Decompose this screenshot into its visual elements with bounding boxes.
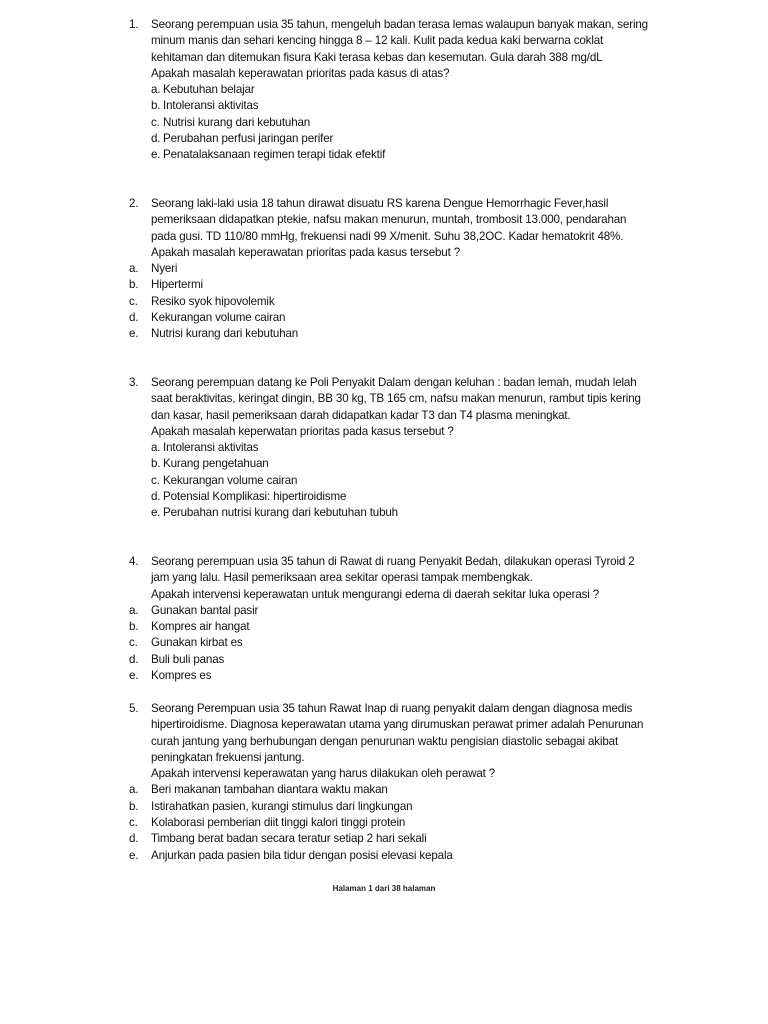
option-text: Kebutuhan belajar bbox=[163, 83, 255, 97]
answer-option-e bbox=[129, 505, 649, 521]
option-letter: b. bbox=[129, 799, 139, 813]
option-letter: d. bbox=[151, 490, 161, 504]
option-letter: d. bbox=[129, 832, 139, 846]
option-text: Kompres air hangat bbox=[151, 620, 250, 634]
question-number: 2. bbox=[129, 197, 139, 210]
answer-option-d bbox=[129, 310, 649, 326]
option-text: Resiko syok hipovolemik bbox=[151, 294, 275, 308]
question-text: Seorang perempuan datang ke Poli Penyakit Dalam dengan keluhan : badan lemah, mudah lelah saat beraktivitas, keringat dingin, BB 30 kg, TB 165 cm, nafsu makan menurun, rambut tipis kering dan kasar, hasil pemeriksaan darah didapatkan kadar T3 dan T4 plasma meningkat. bbox=[151, 376, 641, 422]
option-letter: a. bbox=[129, 603, 139, 617]
option-text: Kolaborasi pemberian diit tinggi kalori tinggi protein bbox=[151, 816, 406, 830]
answer-option-a bbox=[129, 82, 649, 98]
option-text: Nutrisi kurang dari kebutuhan bbox=[163, 115, 311, 129]
answer-options bbox=[129, 261, 649, 342]
option-text: Kekurangan volume cairan bbox=[163, 473, 298, 487]
answer-option-c bbox=[129, 635, 649, 651]
question-2 bbox=[129, 196, 649, 343]
question-5 bbox=[129, 701, 649, 864]
question-prompt: Apakah intervensi keperawatan untuk mengurangi edema di daerah sekitar luka operasi ? bbox=[151, 587, 600, 601]
answer-option-d bbox=[129, 652, 649, 668]
answer-option-d bbox=[129, 831, 649, 847]
question-prompt: Apakah intervensi keperawatan yang harus dilakukan oleh perawat ? bbox=[151, 767, 496, 781]
question-number: 5. bbox=[129, 702, 139, 715]
option-text: Perubahan nutrisi kurang dari kebutuhan tubuh bbox=[163, 506, 398, 520]
answer-option-e bbox=[129, 668, 649, 684]
option-text: Potensial Komplikasi: hipertiroidisme bbox=[163, 490, 347, 504]
question-stem bbox=[129, 196, 649, 245]
option-text: Gunakan kirbat es bbox=[151, 636, 243, 650]
option-letter: e. bbox=[151, 506, 161, 520]
question-prompt: Apakah masalah keperawatan prioritas pada kasus tersebut ? bbox=[151, 245, 461, 259]
option-letter: c. bbox=[151, 473, 160, 487]
answer-option-a bbox=[129, 782, 649, 798]
option-text: Kekurangan volume cairan bbox=[151, 311, 286, 325]
option-text: Timbang berat badan secara teratur setiap 2 hari sekali bbox=[151, 832, 427, 846]
option-text: Kurang pengetahuan bbox=[163, 457, 269, 471]
option-letter: d. bbox=[129, 652, 139, 666]
question-number: 1. bbox=[129, 18, 139, 31]
option-text: Intoleransi aktivitas bbox=[163, 99, 259, 113]
option-text: Intoleransi aktivitas bbox=[163, 441, 259, 455]
answer-option-b bbox=[129, 619, 649, 635]
option-text: Gunakan bantal pasir bbox=[151, 603, 259, 617]
question-prompt: Apakah masalah keperwatan prioritas pada kasus tersebut ? bbox=[151, 424, 454, 438]
option-letter: b. bbox=[151, 457, 161, 471]
option-letter: a. bbox=[151, 441, 161, 455]
answer-options bbox=[129, 440, 649, 521]
answer-option-c bbox=[129, 115, 649, 131]
answer-options bbox=[129, 603, 649, 684]
option-letter: c. bbox=[129, 636, 138, 650]
question-text: Seorang laki-laki usia 18 tahun dirawat disuatu RS karena Dengue Hemorrhagic Fever,hasil pemeriksaan didapatkan ptekie, nafsu makan menurun, muntah, trombosit 13.000, pendarahan pada gusi. TD 110/80 mmHg, frekuensi nadi 99 X/menit. Suhu 38,2OC. Kadar hematokrit 48%. bbox=[151, 197, 627, 243]
option-text: Buli buli panas bbox=[151, 652, 225, 666]
option-letter: c. bbox=[129, 816, 138, 830]
answer-option-e bbox=[129, 848, 649, 864]
question-text: Seorang perempuan usia 35 tahun, mengeluh badan terasa lemas walaupun banyak makan, sering minum manis dan sehari kencing hingga 8 – 12 kali. Kulit pada kedua kaki berwarna coklat kehitaman dan ditemukan fisura Kaki terasa kebas dan kesemutan. Gula darah 388 mg/dL bbox=[151, 18, 648, 64]
question-prompt: Apakah masalah keperawatan prioritas pada kasus di atas? bbox=[151, 66, 450, 80]
option-letter: e. bbox=[129, 327, 139, 341]
option-text: Anjurkan pada pasien bila tidur dengan posisi elevasi kepala bbox=[151, 848, 453, 862]
option-letter: b. bbox=[129, 620, 139, 634]
answer-option-c bbox=[129, 473, 649, 489]
answer-option-a bbox=[129, 440, 649, 456]
question-stem bbox=[129, 17, 649, 66]
page-footer: Halaman 1 dari 38 halaman bbox=[332, 884, 436, 893]
question-text: Seorang perempuan usia 35 tahun di Rawat di ruang Penyakit Bedah, dilakukan operasi Tyroid 2 jam yang lalu. Hasil pemeriksaan area sekitar operasi tampak membengkak. bbox=[151, 555, 635, 585]
answer-option-e bbox=[129, 147, 649, 163]
question-number: 4. bbox=[129, 555, 139, 568]
answer-option-b bbox=[129, 98, 649, 114]
answer-option-d bbox=[129, 489, 649, 505]
answer-options bbox=[129, 82, 649, 163]
answer-option-a bbox=[129, 603, 649, 619]
option-text: Kompres es bbox=[151, 669, 212, 683]
answer-option-e bbox=[129, 326, 649, 342]
option-letter: d. bbox=[129, 311, 139, 325]
option-letter: b. bbox=[151, 99, 161, 113]
answer-option-b bbox=[129, 456, 649, 472]
option-letter: a. bbox=[129, 783, 139, 797]
question-stem bbox=[129, 375, 649, 424]
option-letter: d. bbox=[151, 132, 161, 146]
option-letter: e. bbox=[129, 848, 139, 862]
option-letter: b. bbox=[129, 278, 139, 292]
option-letter: c. bbox=[151, 115, 160, 129]
question-3 bbox=[129, 375, 649, 522]
option-text: Beri makanan tambahan diantara waktu makan bbox=[151, 783, 388, 797]
question-stem bbox=[129, 554, 649, 587]
option-letter: a. bbox=[129, 262, 139, 276]
answer-option-a bbox=[129, 261, 649, 277]
option-text: Hipertermi bbox=[151, 278, 203, 292]
question-text: Seorang Perempuan usia 35 tahun Rawat Inap di ruang penyakit dalam dengan diagnosa medis hipertiroidisme. Diagnosa keperawatan utama yang dirumuskan perawat primer adalah Penurunan curah jantung yang berhubungan dengan penurunan waktu pengisian diastolic sebagai akibat peningkatan frekuensi jantung. bbox=[151, 702, 644, 764]
question-stem bbox=[129, 701, 649, 766]
option-letter: e. bbox=[129, 669, 139, 683]
question-1 bbox=[129, 17, 649, 164]
option-text: Nyeri bbox=[151, 262, 178, 276]
answer-option-b bbox=[129, 277, 649, 293]
option-letter: e. bbox=[151, 148, 161, 162]
answer-option-c bbox=[129, 815, 649, 831]
answer-option-c bbox=[129, 294, 649, 310]
option-text: Perubahan perfusi jaringan perifer bbox=[163, 132, 334, 146]
answer-option-b bbox=[129, 799, 649, 815]
option-text: Istirahatkan pasien, kurangi stimulus dari lingkungan bbox=[151, 799, 413, 813]
option-letter: c. bbox=[129, 294, 138, 308]
option-text: Nutrisi kurang dari kebutuhan bbox=[151, 327, 299, 341]
answer-option-d bbox=[129, 131, 649, 147]
option-letter: a. bbox=[151, 83, 161, 97]
question-number: 3. bbox=[129, 376, 139, 389]
question-4 bbox=[129, 554, 649, 684]
option-text: Penatalaksanaan regimen terapi tidak efektif bbox=[163, 148, 386, 162]
answer-options bbox=[129, 782, 649, 863]
